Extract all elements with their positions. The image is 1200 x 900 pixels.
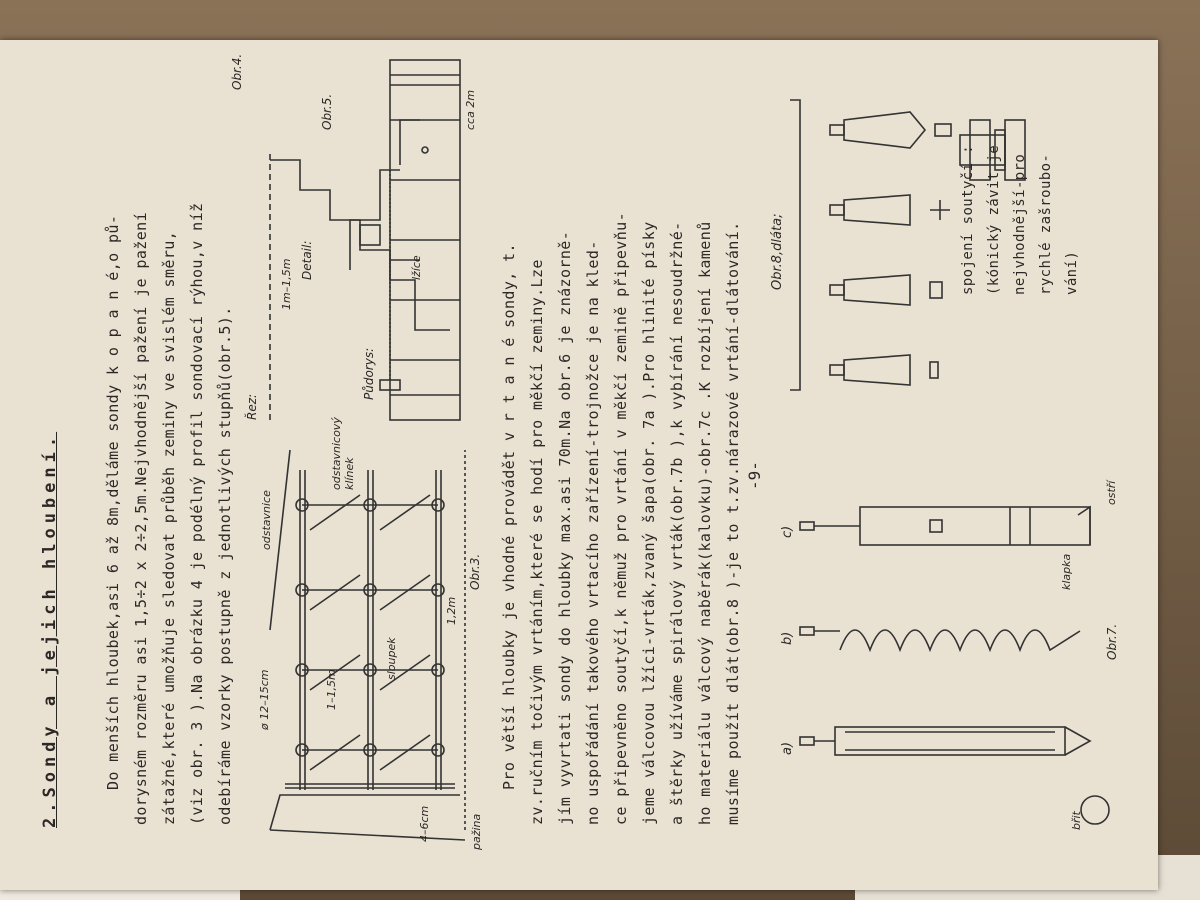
figure-7 <box>760 460 1130 850</box>
text-line: Do menších hloubek,asi 6 až 8m,děláme sondy k o p a n é,o pů- <box>104 214 122 790</box>
text-line: ho materiálu válcový naběrák(kalovku)-obr.7c .K rozbíjení kamenů <box>696 221 714 825</box>
fig4-width-label: cca 2m <box>464 89 477 130</box>
text-line: a štěrky užíváme spirálový vrták(obr.7b ),k vybírání nesoudržné- <box>668 221 686 825</box>
text-line: ce připevněno soutyčí,k němuž pro vrtání v měkčí zemině připevňu- <box>612 212 630 825</box>
fig3-diameter-label: ø 12–15cm <box>258 669 271 730</box>
note-line: spojení soutyčí : <box>960 144 976 295</box>
fig7-b-label: b) <box>780 631 795 645</box>
fig4-pudorys-label: Půdorys: <box>362 347 376 400</box>
text-line: zv.ručním točivým vrtáním,které se hodí pro měkčí zeminy.Lze <box>528 259 546 825</box>
fig4-step-label: 1m–1,5m <box>280 258 293 310</box>
text-line: zátažné,které umožňuje sledovat průběh zeminy ve svislém směru, <box>160 230 178 825</box>
fig5-lzice-label: lžíce <box>410 255 423 280</box>
fig7-klapka-label: klapka <box>1060 553 1073 590</box>
fig8-caption: Obr.8,dláta; <box>770 213 785 290</box>
figure-8 <box>770 50 1130 450</box>
fig7-ostri-label: ostří <box>1105 480 1118 505</box>
note-line: nejvhodnější-pro <box>1012 153 1028 295</box>
fig3-sloupek-label: sloupek <box>385 637 398 680</box>
fig7-a-label: a) <box>780 741 795 755</box>
text-line: dorysném rozměru asi 1,5÷2 x 2÷2,5m.Nejvhodnější pažení je pažení <box>132 212 150 825</box>
figure-3 <box>240 417 483 850</box>
fig3-odstavnice-label: odstavnice <box>260 490 273 550</box>
text-line: Pro větší hloubky je vhodné provádět v r t a n é sondy, t. <box>500 243 518 790</box>
fig5-caption: Obr.5. <box>320 93 334 130</box>
fig7-brit-label: břit <box>1070 811 1083 830</box>
fig3-spacing-label: 1–1,5m <box>325 669 338 710</box>
fig5-detail-label: Detail: <box>300 240 314 280</box>
fig7-c-label: c) <box>780 525 795 538</box>
text-line: jím vyvrtati sondy do hloubky max.asi 70m.Na obr.6 je znázorně- <box>556 230 574 825</box>
text-line: musíme použít dlát(obr.8 )-je to t.zv.nárazové vrtání-dlátování. <box>724 221 742 825</box>
note-line: vání) <box>1064 250 1080 295</box>
fig3-plank-label: 4–6cm <box>418 805 431 842</box>
fig3-caption: Obr.3. <box>468 553 482 590</box>
text-line: odebíráme vzorky postupně z jednotlivých stupňů(obr.5). <box>216 306 234 825</box>
fig3-klinek-label: odstavnicový klínek <box>330 417 356 490</box>
document-page <box>0 40 1158 890</box>
figure-7-drawing <box>760 460 1130 850</box>
text-line: jeme válcovou lžíci-vrták,zvaný šapa(obr. 7a ).Pro hlinité písky <box>640 221 658 825</box>
fig7-caption: Obr.7. <box>1105 623 1119 660</box>
figure-5 <box>290 80 440 280</box>
note-line: (kónický závit je <box>986 144 1002 295</box>
section-title: 2.Sondy a jejich hloubení. <box>40 431 60 828</box>
fig3-depth-label: 1,2m <box>445 596 458 625</box>
fig4-caption: Obr.4. <box>230 53 244 90</box>
figure-3-drawing <box>240 430 480 850</box>
text-line: no uspořádání takového vrtacího zařízení-trojnožce je na kled- <box>584 240 602 825</box>
fig4-rez-label: Řez: <box>245 393 259 420</box>
text-line: (viz obr. 3 ).Na obrázku 4 je podélný profil sondovací rýhou,v níž <box>188 202 206 825</box>
page-number: -9- <box>745 461 764 490</box>
rotated-content <box>0 40 1158 890</box>
note-line: rychlé zašroubo- <box>1038 153 1054 295</box>
fig3-pazina-label: pažina <box>470 813 483 850</box>
